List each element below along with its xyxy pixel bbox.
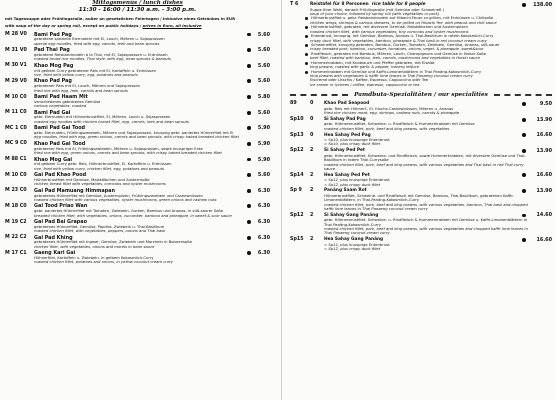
item-code: Sp12 [290,212,304,218]
course-line-de: Hühnerbrustfilet, gebraten, mit diversem Gemüse, Maiskölbchen und Austernpilzen [311,25,468,30]
item-code: M 88 C1 [5,157,27,163]
lunch-hours: 11:30 - 16:00 / 11:30 a.m. - 3:00 p.m. [78,6,197,13]
item-price: 13.90 [536,187,552,194]
item-price: 6.30 [257,187,270,194]
item-name: Hea Sahay Ped Pag [324,132,371,138]
item-code: M 10 C0 [5,94,27,100]
item-price: 5.60 [257,31,270,38]
item-price: 5.90 [257,125,270,132]
dessert-line-de: Eiscreme oder Litschis / Kaffee, Espresso, Cappuccino oder Tee [310,78,429,83]
item-name: Gai Pad Bai Grapao [34,219,87,226]
item-name: Gaeng Kari Gai [34,250,76,257]
speciality-item [290,101,552,115]
item-description-de: = Sp12, plus knusprige Entenbrust [324,178,390,183]
item-description-en: chicken fillet, with vegetables, onions and morels in bean sauce [34,244,155,249]
course-line-en: king prawns with vegetables & kaffir lime leaves in Thai Panaeng coconut cream curry [310,73,473,78]
item-description-en: = Sp12, plus crispy duck fillet [324,247,381,252]
menu-item-head [5,94,270,100]
course-line-de: Hummerkrabben mit Gemüse und Kaffir-Limonenblättern in Thai Panäng-Kokosmilch-Curry [311,69,482,74]
item-description-de: gebratenes Hühnerfilet mit Gemüse, Austernpilzen, Frühlingszwiebeln und Cashewnüssen [34,193,203,198]
item-code: M 30 V1 [5,63,27,69]
bullet-icon [522,3,526,7]
menu-item [5,125,270,139]
item-description-en: chicken breast fillet with vegetables, corncobs and oyster mushrooms [34,182,166,187]
menu-item [5,250,270,264]
lunch-intro-de: mit Tagessuppe oder Frühlingsrolle, außer an gesetzlichen Feiertagen / inklusive eines Getränkes in EUR [5,15,236,21]
item-description-en: rice, fried with yellow curry, chicken fillet, egg, potatoes and peanuts [34,166,165,171]
item-spice-level: 2 [310,148,314,154]
item-code: M 28 V0 [5,32,27,38]
item-name: Gai Pad Khing [34,234,73,241]
bullet-icon [305,44,308,47]
menu-item-head [5,188,270,194]
rice-table-item [290,2,552,87]
course-line-de: Hühnerbrustfilet u. gebr. Reisbandnudeln auf Hibachi Feuer zu grillen, mit Erdnüssen u. Chilisoße [311,16,494,21]
item-name: Khao Pad Seapood [324,101,370,107]
item-price: 5.60 [257,62,270,69]
item-code: MC 9 C0 [5,141,27,147]
item-name: Si Sahay Ped Pet [324,148,365,154]
bullet-icon [247,64,251,68]
item-name: Si Sahay Pad Pag [324,117,366,123]
item-description-de: gebr. Eiernudeln mit Hühnerbrustfilet, Ei, Möhren, Lauch u. Sojasprossen [34,115,171,120]
item-price: 13.90 [536,147,552,154]
bullet-icon [247,142,251,146]
bullet-icon [522,214,526,218]
item-code: M 22 C2 [5,235,27,241]
item-description-en: roasted chicken fillet with various vegetables, oyster mushrooms, green onions and cashew nuts [34,197,217,202]
item-description-de: mit gelbem Curry gebr. Reis, Hühnerbrustfilet, Ei, Kartoffeln u. Erdnüssen [34,162,172,167]
speciality-item [290,148,552,171]
bullet-icon [522,173,526,177]
item-name: Panäng Saam Rot [324,188,367,194]
menu-item [5,63,270,77]
lunch-intro-en-text: with soup of the day or spring roll, except on public holidays / [5,22,143,28]
menu-item [5,172,270,186]
item-price: 6.30 [257,250,270,257]
menu-item [5,204,270,218]
item-code: MC 1 C0 [5,125,27,131]
item-price: 14.60 [536,212,552,219]
item-price: 5.80 [257,94,270,101]
item-spice-level: 2 [310,237,314,243]
speciality-item [290,173,552,187]
bullet-icon [305,71,308,74]
bullet-icon [247,251,251,255]
lunch-intro-en [5,24,270,29]
menu-item [5,188,270,202]
lunch-header [5,0,270,14]
bullet-icon [247,173,251,177]
item-code: Sp13 [290,132,304,138]
speciality-item [290,132,552,146]
lunch-items-list [5,32,270,265]
item-price: 6.30 [257,203,270,210]
item-name: Gai Tood Priao Wan [34,203,88,210]
item-description-de: gebratenes Hühnerfilet, Gemüse, Paprika, Zwiebeln u. Thai-Basilikum [34,224,165,229]
item-description-en: fried rice with egg, green onions, carrots and bean sprouts, with crispy baked breaded chicken fillet [34,151,222,156]
menu-item [5,219,270,233]
item-description-en: roasted chicken fillet, pork, beef and king prawns, with various vegetables, bamboo, Thai basil and chopped kaffir lime leaves in Thai Panaeng coconut cream curry [324,202,528,212]
bullet-icon [247,158,251,162]
bullet-icon [522,189,526,193]
item-name: Bami Pad Pag [34,31,72,38]
menu-item-head [5,63,270,69]
bullet-icon [522,102,526,106]
course-line-en: crispy duck fillet, with vegetables, bamboo, pineapple & Thai basil in red coconut cream curry [310,38,488,43]
item-description-en: rice, fried with yellow curry, egg, potatoes and peanuts [34,72,138,77]
lunch-title: Mittagsmenüs / lunch dishes [92,0,183,6]
item-code: Sp 9 [290,188,302,194]
item-name: Pad Thai Pag [34,47,70,54]
bullet-icon [522,118,526,122]
item-price: 5.60 [257,47,270,54]
speciality-item [290,117,552,131]
item-description-en: fried rice chicken meat, egg, shrimps, cashew nuts, carrots & pineapple [324,111,460,116]
item-description-de: gebr. Hühnerbrustfilet, Schweine- u. Rindfleisch & Hummerkrabben mit Gemüse u. Kaffir-Limonenblättern in Thai Panäng-Kokosmilch-Curry [324,218,528,227]
specialities-list [290,101,552,251]
item-spice-level: 2 [310,188,314,194]
item-name-en: rice table for 8 people [371,2,426,8]
item-description-en: = Sp12, plus crispy duck fillet [324,182,381,187]
item-name: Bami Pad Haam Mit [34,94,88,101]
item-description-en: breaded chicken fillet, with vegetables, onions, cucumber, bamboo and pineapple, in sweet & sour sauce [34,213,232,218]
item-description-de: gebr. Hühnerbrustfilet, Schweine- u. Rindfleisch & Hummerkrabben mit Gemüse [324,122,475,127]
item-code: M 19 C2 [5,219,27,225]
item-price: 5.60 [257,78,270,85]
course-line-de: Hummerkrabben, mit Knoblauch und Pfeffer gebraten, mit Eisalat [311,60,435,65]
specialities-title: Pamdbuta-Spezialitäten / our specialities [354,92,488,99]
item-description-en: roasted chicken fillet, pork, beef and king prawns, with vegetables [324,126,450,131]
item-description-de: gebratener Reis mit Ei, Lauch, Möhren und Sojasprossen [34,84,141,89]
bullet-icon [247,95,251,99]
bullet-icon [247,204,251,208]
item-price: 5.90 [257,140,270,147]
bullet-icon [305,17,308,20]
bullet-icon [247,111,251,115]
item-description-en: roasted broad rice noodles, Thai style, with egg, bean sprouts & peanuts [34,57,171,62]
item-spice-level: 0 [310,132,314,138]
course-line-de: Rindfleisch, gebraten mit Bambus, Möhren, Lauch, Champignons und Gemüse in Hoisin-Soße [311,51,486,56]
item-name: Hea Sahay Ped Pet [324,172,370,178]
menu-item-head [5,141,270,147]
bullet-icon [522,149,526,153]
item-description-en: roasted egg noodles with chicken breast fillet, egg, carrots, leek and bean sprouts [34,119,189,124]
item-spice-level: 2 [310,172,314,178]
item-description-de: gebr. Reis mit Hühnerf., Ei, frische Cashewnüssen, Möhren u. Ananas [324,106,454,111]
item-description-en: roasted chicken fillet, potatoes and onions, in yellow coconut cream curry [34,260,174,265]
item-description-en: soup of your choice, followed by spring roll (with vegetables or pork) [310,12,440,17]
speciality-item [290,237,552,251]
speciality-head [290,101,552,107]
bullet-icon [247,79,251,83]
rice-table-head [290,2,552,8]
course-line-en: crispy breaded pork, bamboo, cucumber, tomatoes, onions, veget. & pineapple, sweet&sour [310,47,484,52]
lunch-column [5,0,270,400]
item-description-en: = Sp10, plus crispy duck fillet [324,142,381,147]
course-line-en: roasted chicken fillet, with various vegetables, tiny corncobs and oyster mushrooms [310,29,469,34]
bullet-icon [305,26,308,29]
item-code: M 31 V0 [5,47,27,53]
menu-item [5,47,270,61]
item-description-de: mit gelbem Curry gebratener Reis mit Ei, Kartoffeln u. Erdnüssen [34,68,157,73]
item-name: Gai Pad Khao Pood [34,172,87,179]
bullet-icon [522,238,526,242]
item-description-de: gebratener Reis mit Ei, Frühlingszwiebeln, Möhren u. Sojasprossen, sowie knuspriger Ente [34,146,203,151]
item-name: Khao Mog Gai [34,156,73,163]
item-code: M 17 C1 [5,250,27,256]
course-line-en: chicken wings, shrimps & various skewers, to be grilled on Hibachi fire, with peanut and chili sauce [310,20,497,25]
item-description-de: gebratene spezielle Eiernudeln mit Ei, Lauch, Möhren u. Sojasprossen [34,37,165,42]
lunch-intro-en-highlight: prices in Euro, all inclusive [142,22,202,28]
bullet-icon [247,189,251,193]
dessert-line-en: ice cream or lychees / coffee, espresso, cappuccino or tea [310,82,420,87]
item-spice-level: 2 [310,212,314,218]
menu-item [5,235,270,249]
item-name: Khao Pad Pag [34,78,72,85]
item-description-de: Hühnerbrustfilet mit Gemüse, Maiskölbchen und Austernsoße [34,177,150,182]
item-price: 5.60 [257,172,270,179]
specialities-section-header [290,92,552,98]
item-description-en: roasted chicken fillet, pork, beef and king prawns, with various vegetables and chopped kaffir lime leaves in Thai Panaeng coconut cream curry [324,227,528,236]
item-code: M 10 C0 [5,172,27,178]
speciality-head [290,188,552,194]
bullet-icon [247,48,251,52]
bullet-icon [305,35,308,38]
item-code: 89 [290,101,297,107]
item-name: Hea Sahay Gang Panäng [324,237,384,243]
item-name: Bami Pad Gai Tood [34,125,86,132]
item-code: M 23 C0 [5,188,27,194]
speciality-item [290,188,552,211]
menu-item [5,32,270,46]
item-price: 16.60 [536,172,552,179]
item-price: 5.60 [257,109,270,116]
item-spice-level: 0 [310,101,314,107]
item-code: Sp10 [290,117,304,123]
menu-item-head [5,219,270,225]
column-divider [281,0,282,400]
bullet-icon [247,33,251,37]
menu-item [5,110,270,124]
course-line-de: Entenbrust, knusprig, mit Gemüse, Bambus, Ananas u. Thai-Basilikum in rotem Kokosmilch-Curry [311,34,494,39]
item-description-de: verschiedenes gebratenes Gemüse [34,99,101,104]
right-column [290,0,552,400]
section-rule-right [494,94,552,96]
item-name: Khao Pad Gai Tood [34,140,86,147]
speciality-head [290,148,552,154]
item-spice-level: 0 [310,117,314,123]
item-description-de: = Sp12, plus knusprige Entenbrust [324,242,390,247]
item-name [310,2,518,7]
item-description-de: gebratenes Hühnerfilet mit Ingwer, Gemüse, Zwiebeln und Morcheln in Bohnensoße [34,240,192,245]
course-line-en: beef fillet, roasted with bamboo, leek, carrots, mushrooms and vegetables in Hoisin sauce [310,56,480,61]
bullet-icon [522,133,526,137]
item-code: M 11 C0 [5,110,27,116]
item-name: Khao Mog Pag [34,62,74,69]
item-code: M 18 C0 [5,203,27,209]
item-price: 16.60 [536,236,552,243]
bullet-icon [305,53,308,56]
item-description-de: gebr. Hühnerbrustfilet, Schweine- und Rindfleisch, sowie Hummerkrabben, mit diversem Gemüse und Thai-Basilikum in rotem Thai-Currysoße [324,153,526,163]
item-description-en: special egg noodles, fried with egg, carrots, leek and bean sprouts [34,41,160,46]
item-name: Gai Pad Mamuang Himmapan [34,187,115,194]
item-code: Sp14 [290,172,304,178]
course-line-de: Schweinefilet, knusprig gebraten, Bambus, Gurken, Tomaten, Zwiebeln, Gemüse, Ananas, süß-sauer [311,42,500,47]
bullet-icon [305,62,308,65]
item-name: Si Sahay Gang Panäng [324,212,379,218]
bullet-icon [247,126,251,130]
speciality-item [290,213,552,236]
item-description-de: = Sp10, plus knusprige Entenbrust [324,138,390,143]
rice-table-section [290,2,552,87]
item-description-en: various vegetables, roasted [34,104,87,109]
item-code: Sp12 [290,148,304,154]
item-description-de: Hühnerbrustfilet, Schweine- und Rindfleisch mit Gemüse, Bambus, Thai-Basilikum, gebratenen Kaffir-Limonenblättern, in Thai-Panäng-Kokosmilch-Curry [324,193,514,203]
item-price: 13.90 [536,116,552,123]
item-description-de: Suppe Ihrer Wahl, danach Frühlingsrolle (mit Gemüse oder Schweinefl.) [310,7,445,12]
item-description-de: gebratene Reisbandnudeln à la Thai, mit Ei, Sojasprossen u. Erdnüssen [34,52,168,57]
item-price: 9.50 [539,100,552,107]
item-code: Sp15 [290,237,304,243]
bullet-icon [247,236,251,240]
speciality-head [290,237,552,243]
item-description-en: fried rice with egg, leek, carrots and bean sprouts [34,88,128,93]
item-price: 138.00 [533,1,552,8]
item-name-de: Reistafel für 8 Personen [310,2,369,8]
item-price: 6.30 [257,234,270,241]
item-price: 5.90 [257,156,270,163]
menu-item [5,157,270,171]
item-price: 6.30 [257,219,270,226]
menu-item [5,79,270,93]
menu-item [5,94,270,108]
item-description-de: Hühnerfilet, Kartoffeln u. Zwiebeln, in gelbem Kokosmilch-Curry [34,256,154,261]
item-price: 16.60 [536,132,552,139]
section-rule-left [290,94,348,96]
course-line-en: king prawns, roasted with garlic & pepper, iceberg lettuce [310,65,420,70]
item-description-en: egg noodles, fried with egg, green onions, carrots and bean sprouts, with crispy baked breaded chicken fillet [34,135,239,140]
item-code: M 29 V0 [5,78,27,84]
menu-item [5,141,270,155]
item-description-en: roasted chicken fillet, with vegetables, peppers, onions and Thai basil [34,229,166,234]
bullet-icon [247,220,251,224]
item-description-de: gebr. paniertes Hühnerfilet mit Tomaten, Zwiebeln, Gurken, Bambus und Ananas, in süß-saurer Soße [34,209,224,214]
item-name: Bami Pad Gai [34,109,71,116]
item-description-de: gebr. Eiernudeln, Frühlingszwiebeln, Möhren und Sojasprossen, knusprig gebr. paniertes Hühnerfilet mit Ei [34,131,234,136]
item-code: T 6 [290,2,299,8]
item-description-en: roasted chicken fillet, pork, beef and king prawns, with various vegetables and Thai basil in red Thai curry sauce [324,162,524,171]
